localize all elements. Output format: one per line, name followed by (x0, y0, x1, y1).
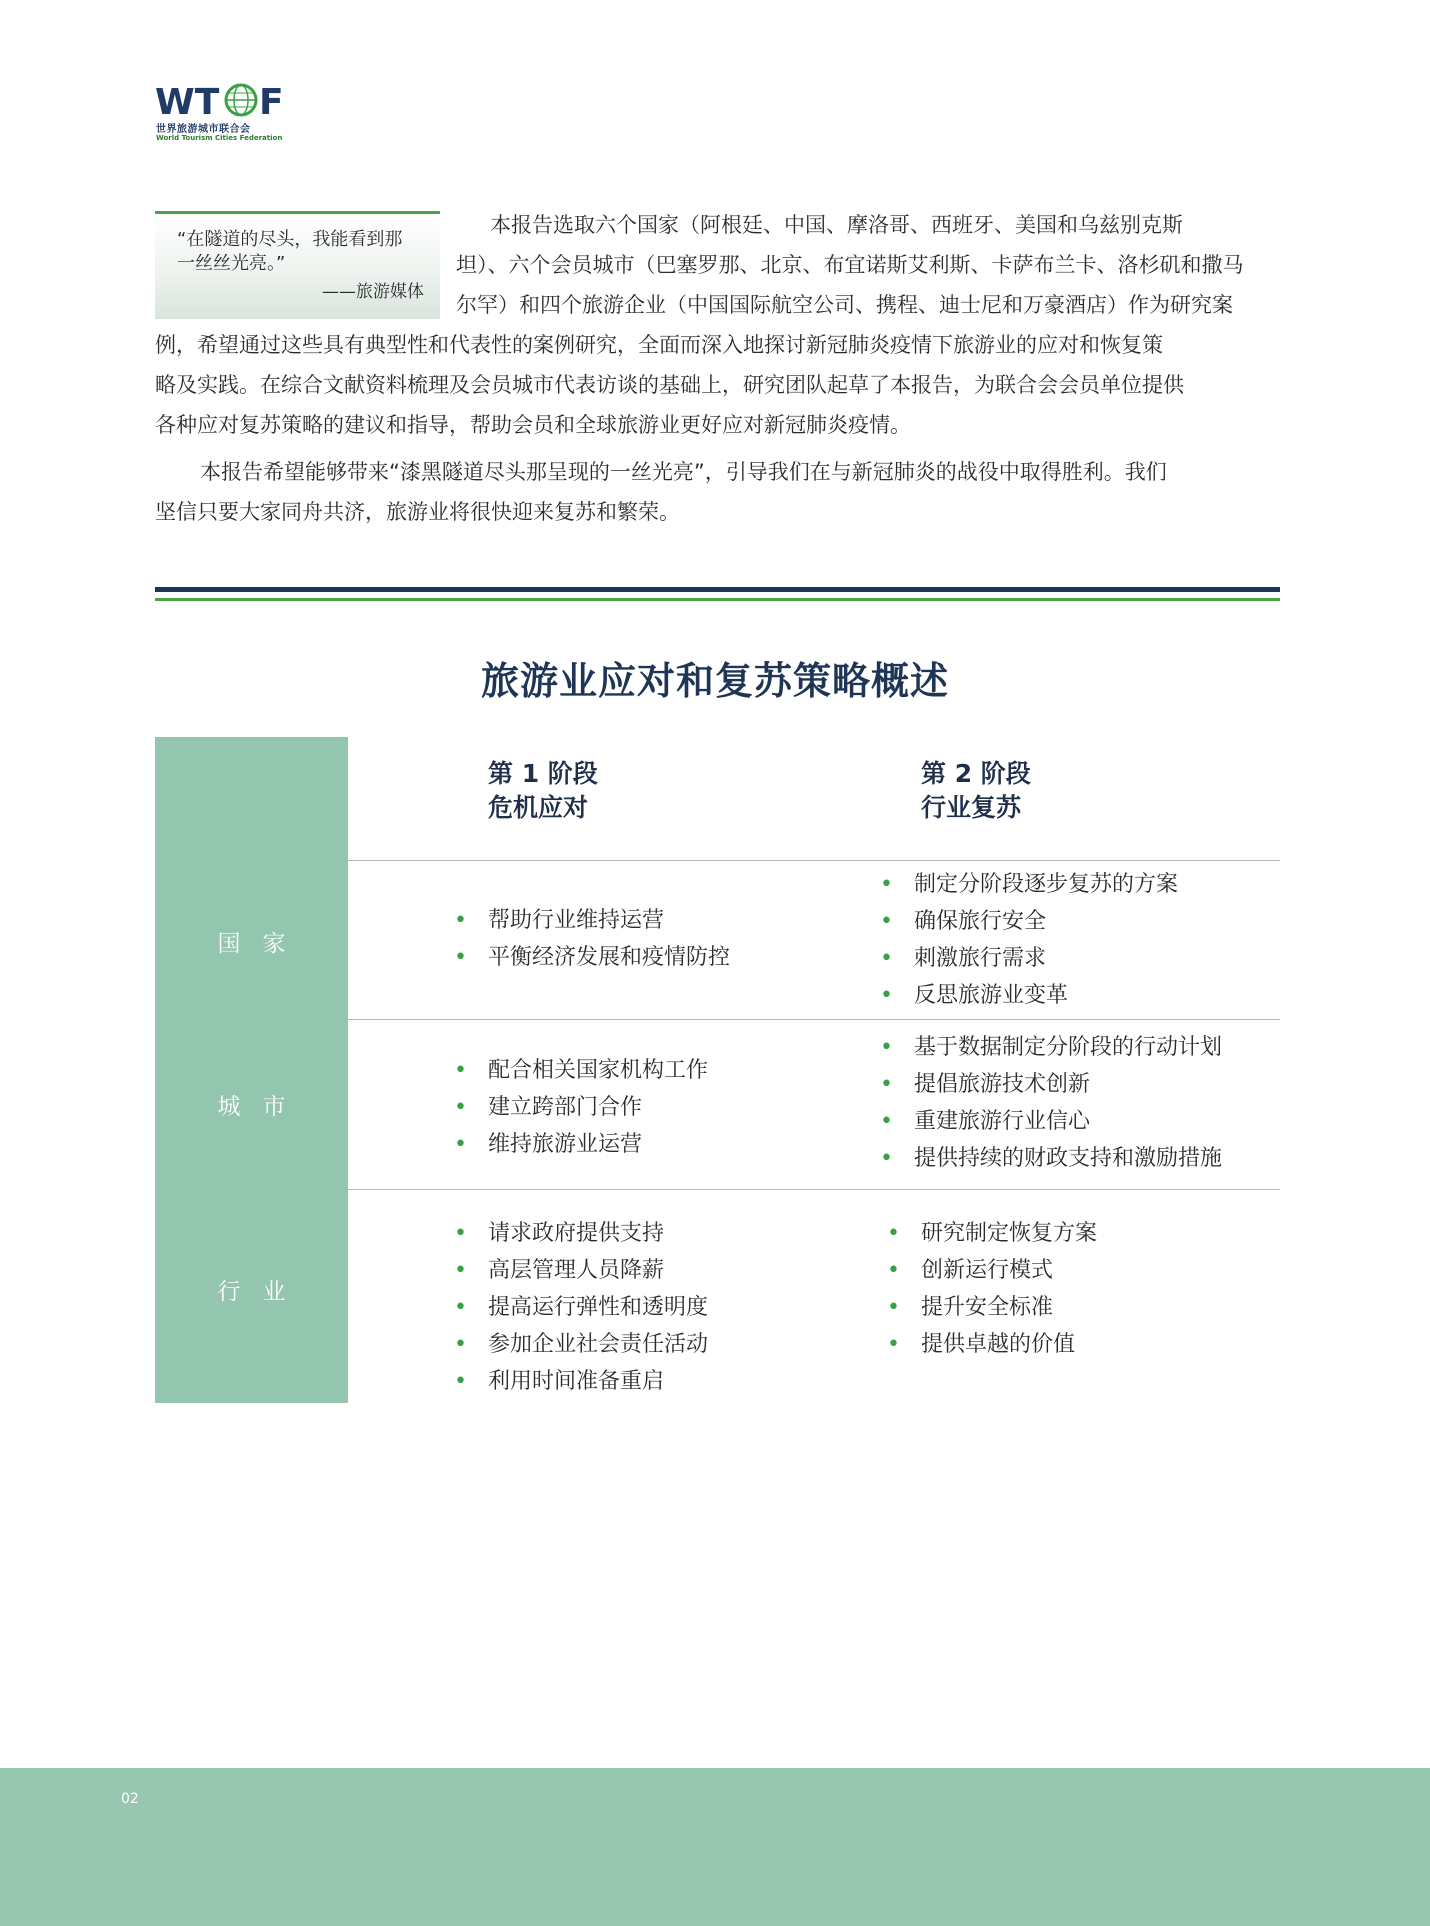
quote-line-1: “在隧道的尽头，我能看到那 (177, 229, 403, 250)
intro-line: 例，希望通过这些具有典型性和代表性的案例研究，全面而深入地探讨新冠肺炎疫情下旅游业的应对和恢复策 (155, 333, 1163, 357)
list-item: • 高层管理人员降薪 (488, 1252, 708, 1289)
bullet-dot: • (454, 1058, 467, 1083)
row-label-industry: 行业 (217, 1279, 308, 1305)
country-stage-1-list (454, 902, 731, 976)
list-item: • 提高运行弹性和透明度 (488, 1289, 708, 1326)
bullet-dot: • (880, 1035, 893, 1060)
quote-source: ——旅游媒体 (322, 282, 424, 302)
wtcf-logo (155, 80, 305, 144)
bullet-dot: • (880, 983, 893, 1008)
bullet-dot: • (880, 1109, 893, 1134)
city-stage-2-list (880, 1029, 1223, 1177)
stage-2-header (921, 757, 1031, 825)
list-item: • 刺激旅行需求 (914, 940, 1178, 977)
bullet-dot: • (454, 1332, 467, 1357)
bullet-dot: • (887, 1332, 900, 1357)
bullet-dot: • (880, 1072, 893, 1097)
row-label-country: 国家 (217, 931, 308, 957)
list-item: • 建立跨部门合作 (488, 1089, 708, 1126)
row-label-city: 城市 (217, 1094, 308, 1120)
logo-name-cn: 世界旅游城市联合会 (156, 124, 251, 135)
list-item: • 提供卓越的价值 (921, 1326, 1097, 1363)
bullet-dot: • (454, 1132, 467, 1157)
bullet-dot: • (454, 1369, 467, 1394)
bullet-dot: • (454, 945, 467, 970)
list-item: • 请求政府提供支持 (488, 1215, 708, 1252)
divider-green (155, 598, 1280, 601)
bullet-dot: • (880, 909, 893, 934)
list-item: • 制定分阶段逐步复苏的方案 (914, 866, 1178, 903)
list-item: • 帮助行业维持运营 (488, 902, 730, 939)
bullet-dot: • (454, 1095, 467, 1120)
list-item: • 研究制定恢复方案 (921, 1215, 1097, 1252)
bullet-dot: • (880, 872, 893, 897)
intro-line: 尔罕）和四个旅游企业（中国国际航空公司、携程、迪士尼和万豪酒店）作为研究案 (456, 293, 1233, 317)
list-item: • 重建旅游行业信心 (914, 1103, 1222, 1140)
intro-line: 略及实践。在综合文献资料梳理及会员城市代表访谈的基础上，研究团队起草了本报告，为联合会会员单位提供 (155, 373, 1184, 397)
table-row-divider (348, 860, 1280, 861)
list-item: • 利用时间准备重启 (488, 1363, 708, 1400)
list-item: • 配合相关国家机构工作 (488, 1052, 708, 1089)
stage-2-title: 行业复苏 (921, 793, 1022, 822)
list-item: • 平衡经济发展和疫情防控 (488, 939, 730, 976)
bullet-dot: • (887, 1221, 900, 1246)
intro-line: 本报告希望能够带来“漆黑隧道尽头那呈现的一丝光亮”，引导我们在与新冠肺炎的战役中取得胜利。我们 (200, 460, 1167, 484)
divider-navy (155, 587, 1280, 592)
stage-1-title: 危机应对 (488, 793, 589, 822)
bullet-dot: • (454, 1295, 467, 1320)
page-number: 02 (121, 1791, 139, 1807)
list-item: • 创新运行模式 (921, 1252, 1097, 1289)
intro-line: 各种应对复苏策略的建议和指导，帮助会员和全球旅游业更好应对新冠肺炎疫情。 (155, 413, 911, 437)
stage-1-number: 第 1 阶段 (488, 759, 598, 788)
logo-letters-left: WT (155, 82, 220, 122)
list-item: • 提倡旅游技术创新 (914, 1066, 1222, 1103)
section-title: 旅游业应对和复苏策略概述 (480, 659, 949, 703)
country-stage-2-list (880, 866, 1179, 1014)
stage-2-number: 第 2 阶段 (921, 759, 1031, 788)
pull-quote (155, 211, 440, 319)
bullet-dot: • (887, 1258, 900, 1283)
bullet-dot: • (454, 908, 467, 933)
logo-name-en: World Tourism Cities Federation (156, 134, 283, 142)
city-stage-1-list (454, 1052, 709, 1163)
bullet-dot: • (454, 1221, 467, 1246)
intro-line: 坚信只要大家同舟共济，旅游业将很快迎来复苏和繁荣。 (155, 500, 680, 524)
stage-1-header (488, 757, 598, 825)
intro-line: 本报告选取六个国家（阿根廷、中国、摩洛哥、西班牙、美国和乌兹别克斯 (490, 213, 1183, 237)
bullet-dot: • (887, 1295, 900, 1320)
bullet-dot: • (880, 946, 893, 971)
intro-line: 坦）、六个会员城市（巴塞罗那、北京、布宜诺斯艾利斯、卡萨布兰卡、洛杉矶和撒马 (456, 253, 1244, 277)
table-row-divider (348, 1019, 1280, 1020)
globe-icon (226, 85, 256, 115)
wtcf-logo-mark (155, 80, 295, 122)
industry-stage-2-list (887, 1215, 1098, 1363)
bullet-dot: • (454, 1258, 467, 1283)
list-item: • 反思旅游业变革 (914, 977, 1178, 1014)
table-row-divider (348, 1189, 1280, 1190)
list-item: • 确保旅行安全 (914, 903, 1178, 940)
list-item: • 提升安全标准 (921, 1289, 1097, 1326)
bullet-dot: • (880, 1146, 893, 1171)
quote-line-2: 一丝丝光亮。” (177, 253, 286, 274)
logo-letters-right: F (259, 82, 284, 122)
list-item: • 维持旅游业运营 (488, 1126, 708, 1163)
list-item: • 参加企业社会责任活动 (488, 1326, 708, 1363)
list-item: • 提供持续的财政支持和激励措施 (914, 1140, 1222, 1177)
list-item: • 基于数据制定分阶段的行动计划 (914, 1029, 1222, 1066)
industry-stage-1-list (454, 1215, 709, 1400)
footer-band (0, 1768, 1430, 1926)
